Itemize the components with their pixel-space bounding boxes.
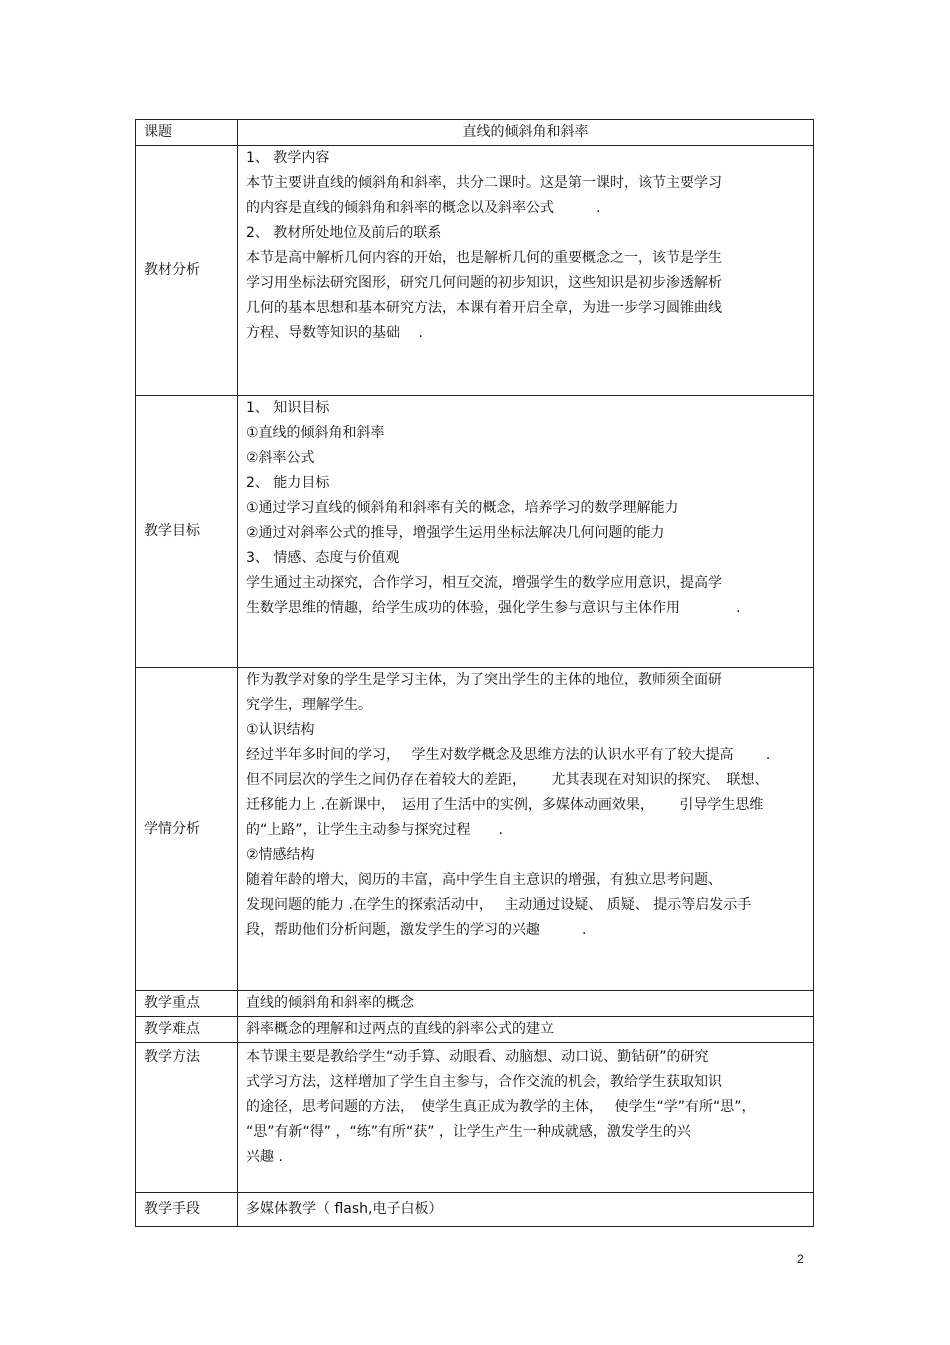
content-line: 本节课主要是教给学生“动手算、动眼看、动脑想、动口说、勤钻研”的研究 — [246, 1049, 709, 1065]
lesson-title: 直线的倾斜角和斜率 — [238, 120, 814, 146]
content-line: ①直线的倾斜角和斜率 — [246, 425, 385, 441]
content-line: 斜率概念的理解和过两点的直线的斜率公式的建立 — [246, 1021, 554, 1037]
table-row — [136, 991, 814, 1017]
content-line: 的内容是直线的倾斜角和斜率的概念以及斜率公式 . — [246, 200, 601, 216]
content-line: ②情感结构 — [246, 847, 315, 863]
content-line: 2、 教材所处地位及前后的联系 — [246, 225, 442, 241]
content-line: 迁移能力上 .在新课中， 运用了生活中的实例，多媒体动画效果， 引导学生思维 — [246, 797, 764, 813]
row-content — [238, 991, 814, 1017]
content-line: “思”有新“得” ，“练”有所“获” ，让学生产生一种成就感，激发学生的兴 — [246, 1124, 691, 1140]
lesson-plan-table — [135, 119, 814, 1227]
content-line: 1、 教学内容 — [246, 150, 330, 166]
content-line: 但不同层次的学生之间仍存在着较大的差距， 尤其表现在对知识的探究、 联想、 — [246, 772, 769, 788]
content-line: 3、 情感、态度与价值观 — [246, 550, 400, 566]
content-line: 多媒体教学（ flash,电子白板） — [246, 1201, 443, 1217]
content-line: 2、 能力目标 — [246, 475, 330, 491]
row-content — [238, 1043, 814, 1193]
header-label: 课题 — [136, 120, 238, 146]
row-content — [238, 668, 814, 991]
content-line: ①通过学习直线的倾斜角和斜率有关的概念，培养学习的数学理解能力 — [246, 500, 679, 516]
content-line: 随着年龄的增大，阅历的丰富，高中学生自主意识的增强，有独立思考问题、 — [246, 872, 722, 888]
row-label: 学情分析 — [136, 668, 238, 991]
content-line: 发现问题的能力 .在学生的探索活动中， 主动通过设疑、 质疑、 提示等启发示手 — [246, 897, 752, 913]
table-row — [136, 668, 814, 991]
row-label: 教学手段 — [136, 1193, 238, 1227]
content-line: 究学生，理解学生。 — [246, 697, 372, 713]
content-line: 的途径，思考问题的方法， 使学生真正成为教学的主体， 使学生“学”有所“思”， — [246, 1099, 756, 1115]
content-line: 作为教学对象的学生是学习主体，为了突出学生的主体的地位，教师须全面研 — [246, 672, 722, 688]
content-line: ②斜率公式 — [246, 450, 315, 466]
table-row — [136, 1193, 814, 1227]
content-line: 经过半年多时间的学习， 学生对数学概念及思维方法的认识水平有了较大提高 . — [246, 747, 771, 763]
row-label: 教学目标 — [136, 396, 238, 668]
page-number: 2 — [797, 1252, 804, 1266]
content-line: 的“上路”，让学生主动参与探究过程 . — [246, 822, 503, 838]
table-row — [136, 146, 814, 396]
content-line: 1、 知识目标 — [246, 400, 330, 416]
content-line: 学习用坐标法研究图形，研究几何问题的初步知识，这些知识是初步渗透解析 — [246, 275, 722, 291]
content-line: ①认识结构 — [246, 722, 315, 738]
row-content — [238, 396, 814, 668]
content-line: 方程、导数等知识的基础 . — [246, 325, 423, 341]
content-line: 直线的倾斜角和斜率的概念 — [246, 995, 414, 1011]
content-line: 式学习方法，这样增加了学生自主参与，合作交流的机会，教给学生获取知识 — [246, 1074, 722, 1090]
table-header-row — [136, 120, 814, 146]
row-content — [238, 1017, 814, 1043]
content-line: 段，帮助他们分析问题，激发学生的学习的兴趣 . — [246, 922, 587, 938]
row-content — [238, 1193, 814, 1227]
content-line: 兴趣 . — [246, 1149, 283, 1165]
row-label: 教学重点 — [136, 991, 238, 1017]
table-row — [136, 396, 814, 668]
row-label: 教材分析 — [136, 146, 238, 396]
table-row — [136, 1017, 814, 1043]
row-label: 教学方法 — [136, 1043, 238, 1193]
row-label: 教学难点 — [136, 1017, 238, 1043]
content-line: 本节主要讲直线的倾斜角和斜率，共分二课时。这是第一课时，该节主要学习 — [246, 175, 722, 191]
content-line: 本节是高中解析几何内容的开始，也是解析几何的重要概念之一，该节是学生 — [246, 250, 722, 266]
row-content — [238, 146, 814, 396]
table-row — [136, 1043, 814, 1193]
content-line: 几何的基本思想和基本研究方法，本课有着开启全章，为进一步学习圆锥曲线 — [246, 300, 722, 316]
content-line: ②通过对斜率公式的推导，增强学生运用坐标法解决几何问题的能力 — [246, 525, 665, 541]
content-line: 学生通过主动探究，合作学习，相互交流，增强学生的数学应用意识，提高学 — [246, 575, 722, 591]
content-line: 生数学思维的情趣，给学生成功的体验，强化学生参与意识与主体作用 . — [246, 600, 741, 616]
